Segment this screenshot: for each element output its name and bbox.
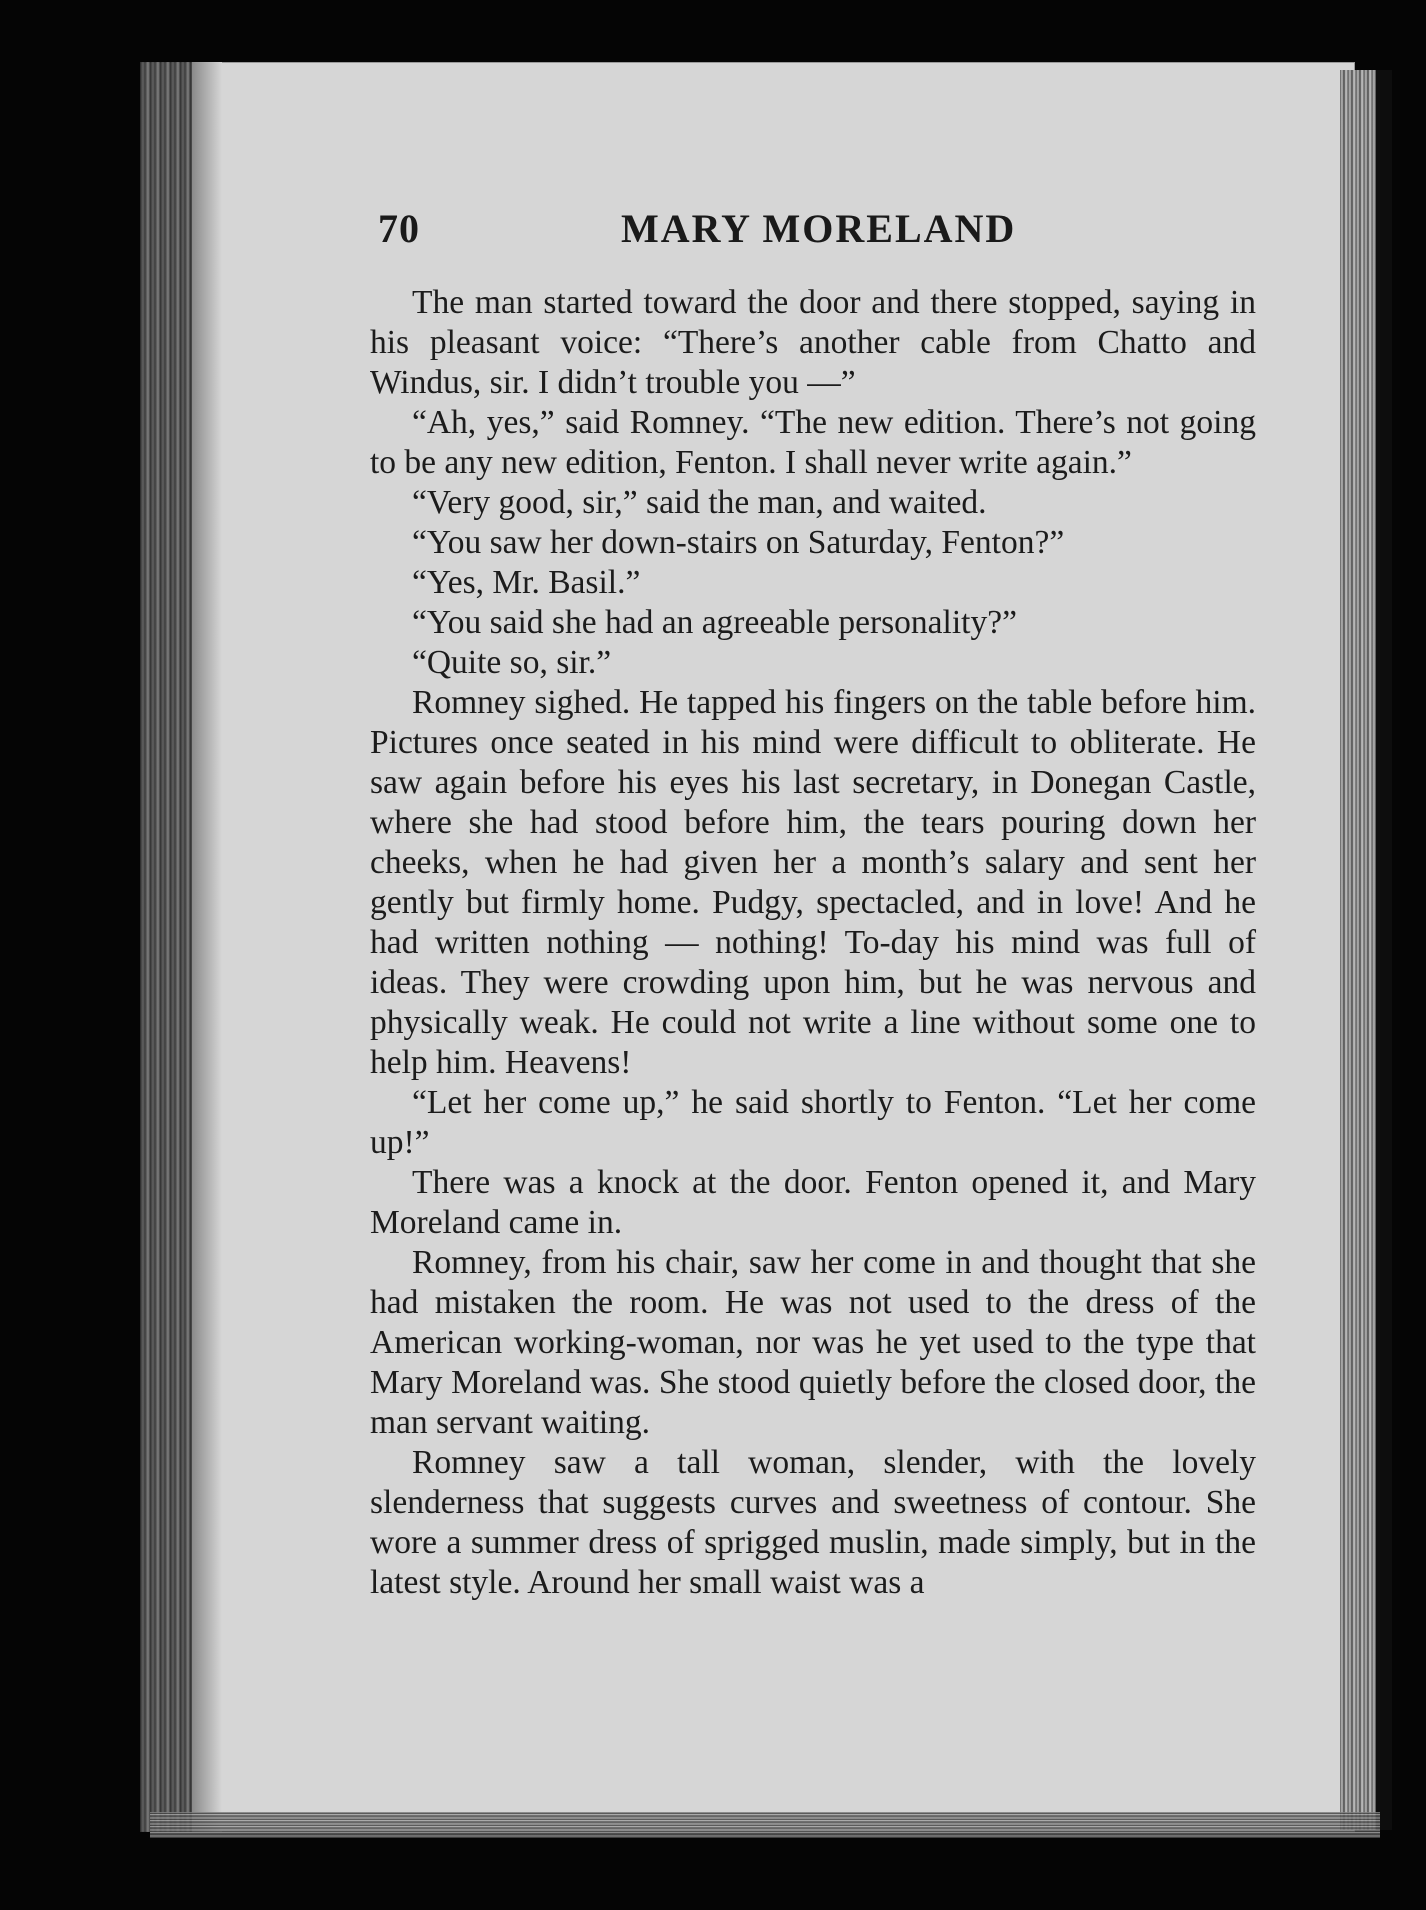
paragraph: “Let her come up,” he said shortly to Fenton. “Let her come up!” <box>370 1084 1256 1161</box>
running-head <box>378 205 1028 265</box>
paragraph: Romney, from his chair, saw her come in and thought that she had mistaken the room. He was not used to the dress of the American working-woman, nor was he yet used to the type that Mary Moreland was. She stood quietly before the closed door, the man servant waiting. <box>370 1244 1256 1441</box>
paragraph: The man started toward the door and there stopped, saying in his pleasant voice: “There’s another cable from Chatto and Windus, sir. I didn’t trouble you —” <box>370 284 1256 401</box>
paragraph: There was a knock at the door. Fenton opened it, and Mary Moreland came in. <box>370 1164 1256 1241</box>
book-spine <box>140 62 192 1832</box>
page-edges <box>1340 70 1376 1830</box>
paragraph: “You said she had an agreeable personality?” <box>412 604 1017 641</box>
paragraph: “Quite so, sir.” <box>412 644 612 681</box>
paragraph: “You saw her down-stairs on Saturday, Fenton?” <box>412 524 1065 561</box>
paragraph: “Yes, Mr. Basil.” <box>412 564 641 601</box>
paragraph: Romney saw a tall woman, slender, with the lovely slenderness that suggests curves and sweetness of contour. She wore a summer dress of sprigged muslin, made simply, but in the latest style. Around her small waist was a <box>370 1444 1256 1601</box>
running-title: MARY MORELAND <box>621 206 1017 251</box>
paragraph: “Very good, sir,” said the man, and waited. <box>412 484 987 521</box>
body-text <box>370 283 1256 1603</box>
cover-edge <box>1376 70 1392 1830</box>
paragraph: “Ah, yes,” said Romney. “The new edition. There’s not going to be any new edition, Fenton. I shall never write again.” <box>370 404 1256 481</box>
paragraph: Romney sighed. He tapped his fingers on the table before him. Pictures once seated in his mind were difficult to obliterate. He saw again before his eyes his last secretary, in Donegan Castle, where she had stood before him, the tears pouring down her cheeks, when he had given her a month’s salary and sent her gently but firmly home. Pudgy, spectacled, and in love! And he had written nothing — nothing! To-day his mind was full of ideas. They were crowding upon him, but he was nervous and physically weak. He could not write a line without some one to help him. Heavens! <box>370 684 1256 1081</box>
bottom-page-edges <box>150 1812 1380 1838</box>
gutter-shadow <box>192 62 222 1832</box>
page-number: 70 <box>378 206 420 251</box>
